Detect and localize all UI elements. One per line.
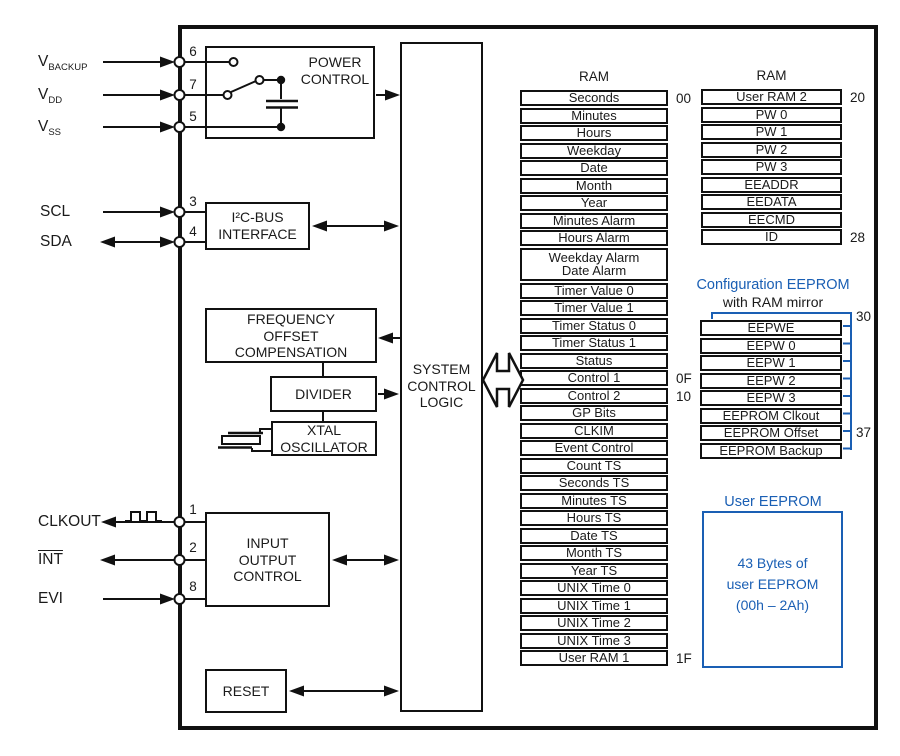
register-row	[520, 510, 668, 526]
pin-label-int: $\overline{INT}$	[38, 551, 63, 568]
register-cell	[520, 563, 668, 579]
register-row	[520, 580, 668, 596]
pin-label-vbackup: $V_{BACKUP}$	[38, 53, 88, 74]
register-row	[520, 615, 668, 631]
ram1-header: RAM	[579, 69, 609, 84]
register-cell	[520, 160, 668, 176]
user-eeprom-body: 43 Bytes of user EEPROM (00h – 2Ah)	[726, 555, 819, 613]
register-row	[700, 443, 842, 459]
pin-label-clkout: CLKOUT	[38, 513, 101, 530]
register-cell	[520, 90, 668, 106]
pin-number-int: 2	[189, 540, 197, 555]
register-row	[520, 178, 668, 194]
register-address: 28	[850, 230, 866, 245]
register-row	[701, 159, 842, 175]
pin-number-vdd: 7	[189, 77, 197, 92]
register-cell	[520, 230, 668, 246]
register-label: PW 2	[755, 141, 788, 157]
register-cell	[520, 598, 668, 614]
register-cell	[700, 320, 842, 336]
register-cell	[520, 125, 668, 141]
evi-wire	[103, 594, 175, 605]
register-cell	[520, 423, 668, 439]
register-label: User RAM 2	[736, 89, 807, 105]
register-row	[701, 89, 866, 105]
system-control-logic-label: SYSTEM CONTROL LOGIC	[407, 361, 476, 410]
register-label: EEPROM Clkout	[722, 407, 820, 423]
register-cell	[520, 213, 668, 229]
register-cell	[520, 440, 668, 456]
register-label: Control 2	[567, 387, 621, 403]
register-label: Event Control	[554, 440, 634, 456]
register-label: EEADDR	[744, 176, 799, 192]
register-label: CLKIM	[574, 422, 614, 438]
register-label: EEPW 2	[746, 372, 796, 388]
register-label: EEPW 3	[746, 390, 796, 406]
register-cell	[520, 353, 668, 369]
register-cell	[520, 580, 668, 596]
register-cell	[520, 388, 668, 404]
register-cell	[520, 335, 668, 351]
register-row	[701, 177, 842, 193]
register-cell	[700, 355, 842, 371]
register-cell	[520, 510, 668, 526]
register-row	[520, 387, 692, 404]
pin-number-vss: 5	[189, 109, 197, 124]
pin-label-scl: SCL	[40, 203, 71, 220]
register-label-line2: Date Alarm	[561, 263, 627, 279]
frequency-offset-label: FREQUENCY OFFSET COMPENSATION	[234, 311, 348, 360]
register-row	[701, 124, 842, 140]
pin-number-scl: 3	[189, 194, 197, 209]
register-address: 00	[676, 91, 692, 106]
register-cell	[701, 229, 842, 245]
register-row	[520, 300, 668, 316]
i2c-interface-label: I²C-BUS INTERFACE	[218, 209, 297, 242]
register-row	[701, 229, 866, 245]
register-row	[700, 373, 842, 389]
pin-label-evi: EVI	[38, 590, 63, 607]
register-row	[520, 195, 668, 211]
register-cell	[520, 108, 668, 124]
config-eeprom-column	[700, 320, 842, 460]
register-label: Hours	[576, 125, 612, 141]
register-row	[701, 212, 842, 228]
register-label: EEPROM Backup	[719, 442, 823, 458]
vss-wire	[103, 122, 175, 133]
register-label: Hours Alarm	[558, 230, 630, 246]
register-row	[520, 650, 692, 666]
ram2-header: RAM	[756, 68, 787, 83]
clkout-wire	[101, 517, 175, 528]
register-row	[520, 370, 692, 386]
pin-number-sda: 4	[189, 224, 197, 239]
pin-label-vdd: $V_{DD}$	[38, 86, 63, 107]
register-label: UNIX Time 0	[557, 580, 631, 596]
register-cell	[520, 143, 668, 159]
register-row	[520, 598, 668, 614]
register-label: Year	[580, 195, 608, 211]
register-label: Timer Status 0	[551, 317, 637, 333]
register-cell	[700, 443, 842, 459]
register-label: UNIX Time 1	[557, 597, 631, 613]
register-label: Year TS	[570, 562, 618, 578]
register-row	[701, 194, 842, 210]
register-row	[700, 338, 842, 354]
register-cell	[520, 475, 668, 491]
sda-wire	[100, 237, 175, 248]
register-row	[520, 633, 668, 649]
register-label: UNIX Time 2	[557, 615, 631, 631]
register-label: Seconds TS	[558, 475, 630, 491]
register-cell	[520, 650, 668, 666]
register-cell	[520, 615, 668, 631]
register-label: UNIX Time 3	[557, 632, 631, 648]
register-row	[701, 142, 842, 158]
register-row	[520, 143, 668, 159]
register-label: Weekday	[567, 142, 621, 158]
register-label: Timer Value 1	[554, 300, 634, 316]
register-label: Hours TS	[566, 510, 622, 526]
pin-label-vss: $V_{SS}$	[38, 118, 62, 139]
register-cell	[701, 177, 842, 193]
io-control-label: INPUT OUTPUT CONTROL	[233, 535, 302, 584]
config-eeprom-title: Configuration EEPROM	[696, 277, 850, 293]
register-row	[520, 335, 668, 351]
reset-label: RESET	[222, 683, 270, 699]
pin-number-clkout: 1	[189, 502, 197, 517]
register-label: Control 1	[567, 370, 621, 386]
register-cell	[520, 405, 668, 421]
register-label: User RAM 1	[558, 650, 630, 666]
register-address: 10	[676, 388, 692, 404]
register-label: Minutes	[571, 107, 617, 123]
register-label: EEPROM Offset	[723, 425, 819, 441]
register-cell	[520, 248, 668, 282]
register-row	[520, 160, 668, 176]
register-label: Count TS	[566, 457, 622, 473]
register-row	[520, 423, 668, 439]
register-row	[701, 107, 842, 123]
register-label: PW 0	[755, 106, 788, 122]
register-row	[520, 528, 668, 544]
register-label: Minutes Alarm	[552, 212, 636, 228]
register-label: Timer Value 0	[554, 282, 634, 298]
register-cell	[700, 390, 842, 406]
register-cell	[701, 142, 842, 158]
config-eeprom-address-bottom: 37	[856, 425, 872, 440]
register-label: GP Bits	[572, 405, 616, 421]
register-row	[520, 493, 668, 509]
register-row	[520, 545, 668, 561]
register-label: Timer Status 1	[551, 335, 637, 351]
register-row	[520, 458, 668, 474]
register-address: 0F	[676, 371, 692, 386]
user-eeprom-title: User EEPROM	[724, 494, 822, 510]
vdd-wire	[103, 90, 175, 101]
register-cell	[520, 178, 668, 194]
pin-label-sda: SDA	[40, 233, 72, 250]
register-row	[520, 440, 668, 456]
register-row	[520, 213, 668, 229]
register-cell	[701, 212, 842, 228]
register-cell	[701, 89, 842, 105]
register-row	[520, 248, 668, 282]
register-row	[520, 125, 668, 141]
register-label: EEPW 0	[746, 337, 796, 353]
register-label: EEPW 1	[746, 355, 796, 371]
register-cell	[701, 107, 842, 123]
xtal-oscillator-label: XTAL OSCILLATOR	[280, 422, 368, 455]
register-row	[520, 230, 668, 246]
scl-wire	[103, 207, 175, 218]
pin-number-evi: 8	[189, 579, 197, 594]
register-cell	[520, 633, 668, 649]
register-label: EECMD	[748, 211, 795, 227]
register-address: 20	[850, 90, 866, 105]
register-row	[520, 405, 668, 421]
pin-number-vbackup: 6	[189, 44, 197, 59]
register-cell	[701, 194, 842, 210]
register-row	[520, 353, 668, 369]
register-cell	[520, 195, 668, 211]
register-cell	[520, 300, 668, 316]
vbackup-wire	[103, 57, 175, 68]
register-row	[520, 283, 668, 299]
register-label: Month TS	[565, 545, 623, 561]
register-row	[520, 475, 668, 491]
register-label: Status	[575, 352, 613, 368]
register-cell	[520, 283, 668, 299]
power-control-label: POWER CONTROL	[300, 54, 370, 87]
register-row	[700, 390, 842, 406]
register-label: Minutes TS	[561, 492, 627, 508]
register-label: ID	[765, 229, 778, 245]
register-row	[520, 318, 668, 334]
ram-register-column-2	[701, 89, 866, 247]
config-eeprom-address-top: 30	[856, 309, 872, 324]
clock-waveform-icon	[125, 512, 162, 521]
register-label: PW 3	[755, 159, 788, 175]
register-cell	[520, 493, 668, 509]
register-label: EEDATA	[746, 194, 797, 210]
register-label: PW 1	[755, 124, 788, 140]
register-row	[700, 425, 842, 441]
ram-register-column-1	[520, 90, 692, 668]
register-cell	[520, 545, 668, 561]
register-label: Date TS	[570, 527, 618, 543]
register-cell	[520, 370, 668, 386]
register-cell	[520, 318, 668, 334]
register-cell	[701, 124, 842, 140]
register-label: Weekday Alarm	[548, 249, 640, 265]
register-cell	[700, 338, 842, 354]
register-label: EEPWE	[747, 320, 795, 336]
register-label: Month	[575, 177, 613, 193]
divider-label: DIVIDER	[295, 386, 352, 402]
register-cell	[700, 408, 842, 424]
register-cell	[700, 373, 842, 389]
register-cell	[700, 425, 842, 441]
register-row	[700, 355, 842, 371]
register-row	[520, 90, 692, 106]
register-cell	[701, 159, 842, 175]
register-address: 1F	[676, 651, 692, 666]
register-row	[700, 320, 842, 336]
register-row	[520, 563, 668, 579]
register-row	[700, 408, 842, 424]
register-cell	[520, 458, 668, 474]
register-label: Seconds	[568, 90, 620, 106]
register-label: Date	[580, 160, 608, 176]
config-eeprom-subtitle: with RAM mirror	[722, 294, 824, 310]
register-cell	[520, 528, 668, 544]
int-wire	[100, 555, 175, 566]
register-row	[520, 108, 668, 124]
